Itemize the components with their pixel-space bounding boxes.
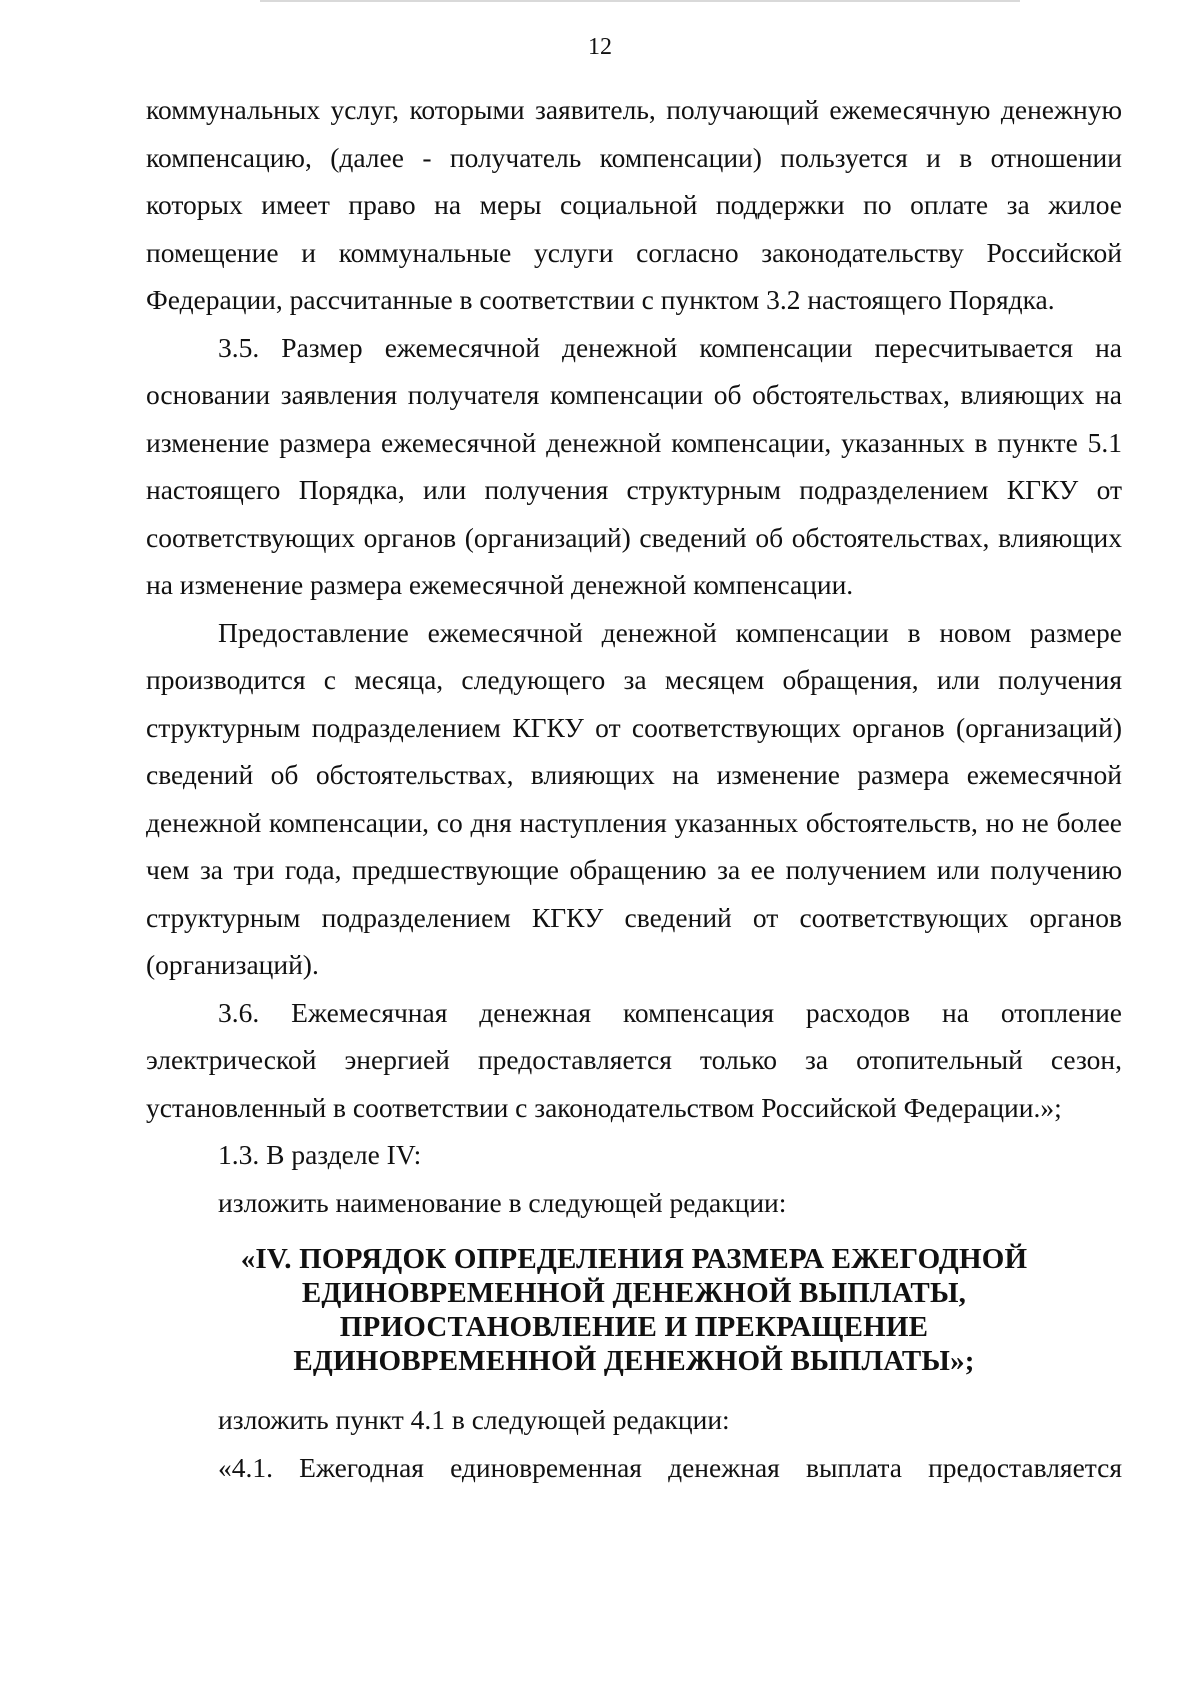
document-body [146,86,1122,1491]
paragraph-continuation: коммунальных услуг, которыми заявитель, получающий ежемесячную денежную компенсацию, (далее - получатель компенсации) пользуется и в отношении которых имеет право на меры социальной поддержки по оплате за жилое помещение и коммунальные услуги согласно законодательству Российской Федерации, рассчитанные в соответствии с пунктом 3.2 настоящего Порядка. [146,94,1122,315]
page-number: 12 [588,34,612,60]
page-top-edge [260,0,1020,2]
heading-line: «IV. ПОРЯДОК ОПРЕДЕЛЕНИЯ РАЗМЕРА ЕЖЕГОДНОЙ [240,1243,1028,1275]
paragraph-1-3: 1.3. В разделе IV: [218,1139,422,1170]
heading-line: ЕДИНОВРЕМЕННОЙ ДЕНЕЖНОЙ ВЫПЛАТЫ»; [293,1345,975,1377]
section-heading [146,1242,1122,1378]
paragraph-recalculation: Предоставление ежемесячной денежной компенсации в новом размере производится с месяца, следующего за месяцем обращения, или получения структурным подразделением КГКУ от соответствующих органов (организаций) сведений об обстоятельствах, влияющих на изменение размера ежемесячной денежной компенсации, со дня наступления указанных обстоятельств, но не более чем за три года, предшествующие обращению за ее получением или получению структурным подразделением КГКУ сведений от соответствующих органов (организаций). [146,616,1122,980]
heading-line: ЕДИНОВРЕМЕННОЙ ДЕНЕЖНОЙ ВЫПЛАТЫ, [301,1277,967,1309]
paragraph-4-1-intro: изложить пункт 4.1 в следующей редакции: [218,1404,730,1435]
paragraph-4-1: «4.1. Ежегодная единовременная денежная выплата предоставляется [218,1451,1122,1483]
paragraph-3-5: 3.5. Размер ежемесячной денежной компенсации пересчитывается на основании заявления получателя компенсации об обстоятельствах, влияющих на изменение размера ежемесячной денежной компенсации, указанных в пункте 5.1 настоящего Порядка, или получения структурным подразделением КГКУ от соответствующих органов (организаций) сведений об обстоятельствах, влияющих на изменение размера ежемесячной денежной компенсации. [146,331,1122,600]
paragraph-heading-intro: изложить наименование в следующей редакции: [218,1186,787,1218]
heading-line: ПРИОСТАНОВЛЕНИЕ И ПРЕКРАЩЕНИЕ [339,1311,929,1343]
paragraph-3-6: 3.6. Ежемесячная денежная компенсация расходов на отопление электрической энергией предоставляется только за отопительный сезон, установленный в соответствии с законодательством Российской Федерации.»; [146,996,1122,1123]
